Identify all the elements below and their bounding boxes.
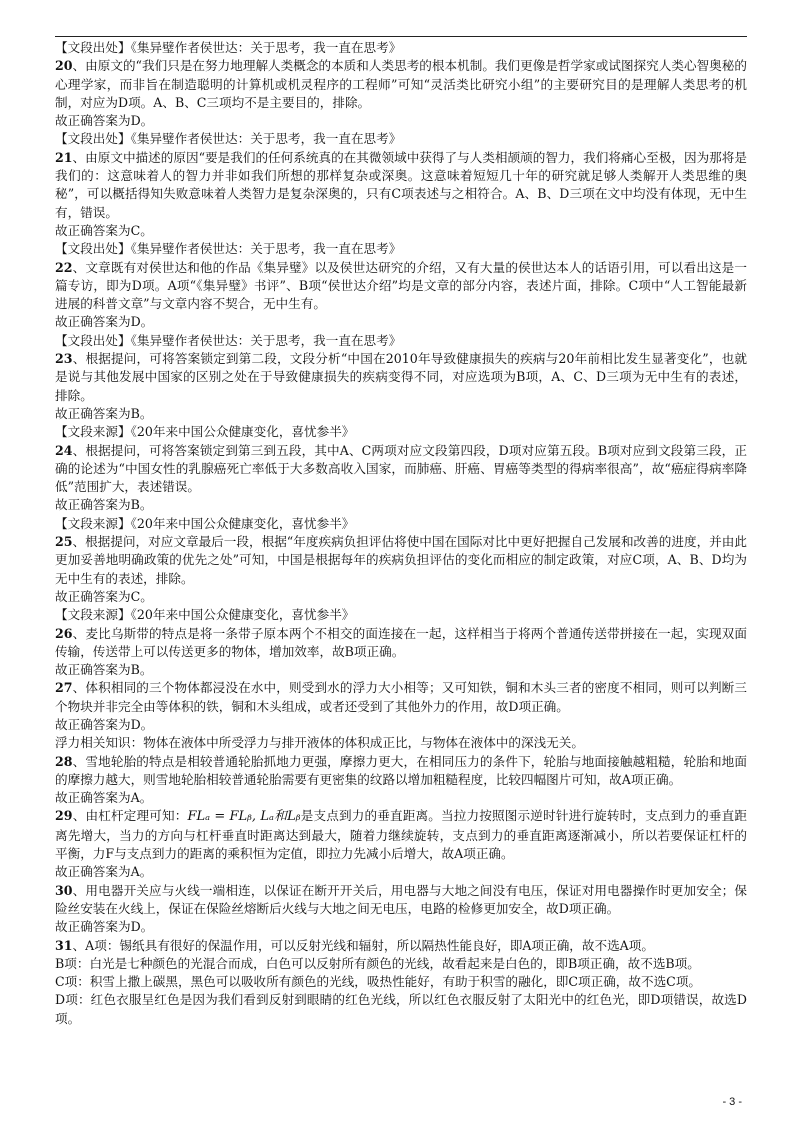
text-line (55, 240, 747, 258)
answer-paragraph (55, 882, 747, 919)
text-line (55, 588, 747, 606)
answer-paragraph (55, 937, 747, 955)
paragraph-text: 、用电器开关应与火线一端相连，以保证在断开开关后，用电器与大地之间没有电压，保证对用电器操作时更加安全；保险丝安装在火线上，保证在保险丝熔断后火线与大地之间无电压，电路的检修更加安全，故D项正确。 (55, 882, 747, 916)
question-number: 20 (55, 58, 73, 74)
answer-paragraph (55, 149, 747, 222)
paragraph-text: 、体积相同的三个物体都浸没在水中，则受到水的浮力大小相等；又可知铁，铜和木头三者的密度不相同，则可以判断三个物块并非完全由等体积的铁，铜和木头组成，或者还受到了其他外力的作用，故D项正确。 (55, 680, 747, 714)
paragraph-text: 【文段出处】《集异璧作者侯世达：关于思考，我一直在思考》 (55, 241, 402, 257)
answer-paragraph (55, 679, 747, 716)
text-line (55, 222, 747, 240)
text-line (55, 955, 747, 973)
header-rule (55, 36, 747, 37)
paragraph-text: C项：积雪上撒上碳黑，黑色可以吸收所有颜色的光线，吸热性能好，有助于积雪的融化，即C项正确，故不选C项。 (55, 974, 702, 990)
answer-paragraph (55, 753, 747, 790)
paragraph-text: 故正确答案为A。 (55, 864, 153, 880)
text-line (55, 918, 747, 936)
text-line (55, 313, 747, 331)
answer-paragraph (55, 625, 747, 662)
question-number: 22 (55, 259, 73, 275)
paragraph-text: 、根据提问，可将答案锁定到第二段，文段分析“中国在2010年导致健康损失的疾病与20年前相比发生显著变化”，也就是说与其他发展中国家的区别之处在于导致健康损失的疾病变得不同，对应选项为B项，A、C、D三项为无中生有的表述，排除。 (55, 351, 747, 403)
paragraph-text: 【文段出处】《集异璧作者侯世达：关于思考，我一直在思考》 (55, 332, 402, 348)
page-number: - 3 - (722, 1096, 742, 1108)
text-line (55, 734, 747, 752)
text-line (55, 789, 747, 807)
paragraph-text: 故正确答案为C。 (55, 222, 153, 238)
paragraph-text: 、文章既有对侯世达和他的作品《集异璧》以及侯世达研究的介绍，又有大量的侯世达本人的话语引用，可以看出这是一篇专访，即为D项。A项“《集异璧》书评”、B项“侯世达介绍”均是文章的部分内容，表述片面，排除。C项中“人工智能最新进展的科普文章”与文章内容不契合，无中生有。 (55, 259, 747, 312)
paragraph-text: 浮力相关知识：物体在液体中所受浮力与排开液体的体积成正比，与物体在液体中的深浅无关。 (55, 735, 584, 751)
question-number: 31 (55, 937, 73, 953)
paragraph-text: 【文段来源】《20年来中国公众健康变化，喜忧参半》 (55, 607, 355, 623)
paragraph-text: 故正确答案为C。 (55, 588, 153, 604)
lever-formula: FLₐ = FLᵦ, Lₐ和Lᵦ (187, 809, 301, 825)
paragraph-lead: 、由杠杆定理可知： (72, 808, 188, 824)
paragraph-text: 【文段出处】《集异璧作者侯世达：关于思考，我一直在思考》 (55, 131, 402, 147)
question-number: 25 (55, 534, 73, 550)
paragraph-text: B项：白光是七种颜色的光混合而成，白色可以反射所有颜色的光线，故看起来是白色的，即B项正确，故不选B项。 (55, 955, 700, 971)
answer-paragraph (55, 259, 747, 314)
question-number: 29 (55, 808, 73, 824)
paragraph-text: 故正确答案为B。 (55, 662, 153, 678)
text-line (55, 332, 747, 350)
question-number: 27 (55, 680, 73, 696)
paragraph-text: 【文段来源】《20年来中国公众健康变化，喜忧参半》 (55, 424, 355, 440)
paragraph-text: 、A项：锡纸具有很好的保温作用，可以反射光线和辐射，所以隔热性能良好，即A项正确，故不选A项。 (72, 937, 654, 953)
text-line (55, 863, 747, 881)
text-line (55, 716, 747, 734)
question-number: 24 (55, 442, 73, 458)
paragraph-text: 故正确答案为D。 (55, 113, 154, 129)
answer-paragraph (55, 57, 747, 112)
text-line (55, 112, 747, 130)
text-line (55, 973, 747, 991)
paragraph-text: 是支点到力的垂直距离。当拉力按照图示逆时针进行旋转时，支点到力的垂直距离先增大，当力的方向与杠杆垂直时距离达到最大，随着力继续旋转，支点到力的垂直距离逐渐减小，所以若要保证杠杆的平衡，力F与支点到力的距离的乘积恒为定值，即拉力先减小后增大，故A项正确。 (55, 808, 748, 862)
paragraph-text: 、由原文中描述的原因“要是我们的任何系统真的在其微领域中获得了与人类相颉颃的智力，我们将痛心至极，因为那将是我们的：这意味着人的智力并非如我们所想的那样复杂或深奥。这意味着短短几十年的研究就足够人类解开人类思维的奥秘”，可以概括得知失败意味着人类智力是复杂深奥的，只有C项表述与之相符合。A、B、D三项在文中均没有体现，无中生有，错误。 (55, 149, 747, 220)
paragraph-text: 、根据提问，对应文章最后一段，根据“年度疾病负担评估将使中国在国际对比中更好把握自己发展和改善的进度，并由此更加妥善地明确政策的优先之处”可知，中国是根据每年的疾病负担评估的变化而相应的制定政策，对应C项，A、B、D均为无中生有的表述，排除。 (55, 534, 747, 586)
paragraph-text: 、雪地轮胎的特点是相较普通轮胎抓地力更强，摩擦力更大，在相同压力的条件下，轮胎与地面接触越粗糙，轮胎和地面的摩擦力越大，则雪地轮胎相较普通轮胎需要有更密集的纹路以增加粗糙程度，比较四幅图片可知，故A项正确。 (55, 753, 747, 787)
answer-paragraph (55, 807, 747, 863)
question-number: 30 (55, 882, 73, 898)
text-line (55, 130, 747, 148)
document-body (55, 39, 747, 1028)
text-line (55, 661, 747, 679)
paragraph-text: 、由原文的“我们只是在努力地理解人类概念的本质和人类思考的根本机制。我们更像是哲学家或试图探究人类心智奥秘的心理学家，而非旨在制造聪明的计算机或机灵程序的工程师”可知“灵活类比研究小组”的主要研究目的是理解人类思考的机制，对应为D项。A、B、C三项均不是主要目的，排除。 (55, 58, 747, 110)
text-line (55, 423, 747, 441)
paragraph-text: 故正确答案为D。 (55, 314, 154, 330)
paragraph-text: 、麦比乌斯带的特点是将一条带子原本两个不相交的面连接在一起，这样相当于将两个普通传送带拼接在一起，实现双面传输，传送带上可以传送更多的物体，增加效率，故B项正确。 (55, 625, 747, 659)
question-number: 26 (55, 625, 73, 641)
paragraph-text: D项：红色衣服呈红色是因为我们看到反射到眼睛的红色光线，所以红色衣服反射了太阳光中的红色光，即D项错误，故选D项。 (55, 992, 747, 1026)
paragraph-text: 故正确答案为A。 (55, 790, 153, 806)
answer-paragraph (55, 533, 747, 588)
question-number: 21 (55, 149, 73, 165)
paragraph-text: 、根据提问，可将答案锁定到第三到五段，其中A、C两项对应文段第四段，D项对应第五段。B项对应到文段第三段，正确的论述为“中国女性的乳腺癌死亡率低于大多数高收入国家，而肺癌、肝癌、胃癌等类型的得病率很高”，故“癌症得病率降低”范围扩大，表述错误。 (55, 442, 747, 495)
text-line (55, 991, 747, 1028)
question-number: 23 (55, 351, 73, 367)
text-line (55, 515, 747, 533)
answer-paragraph (55, 350, 747, 405)
question-number: 28 (55, 753, 73, 769)
text-line (55, 496, 747, 514)
paragraph-text: 故正确答案为D。 (55, 919, 154, 935)
answer-paragraph (55, 442, 747, 497)
paragraph-text: 故正确答案为D。 (55, 716, 154, 732)
paragraph-text: 【文段出处】《集异璧作者侯世达：关于思考，我一直在思考》 (55, 40, 402, 55)
text-line (55, 405, 747, 423)
text-line (55, 39, 747, 57)
paragraph-text: 故正确答案为B。 (55, 405, 153, 421)
text-line (55, 606, 747, 624)
paragraph-text: 故正确答案为B。 (55, 497, 153, 513)
paragraph-text: 【文段来源】《20年来中国公众健康变化，喜忧参半》 (55, 515, 355, 531)
document-page (55, 36, 747, 1028)
